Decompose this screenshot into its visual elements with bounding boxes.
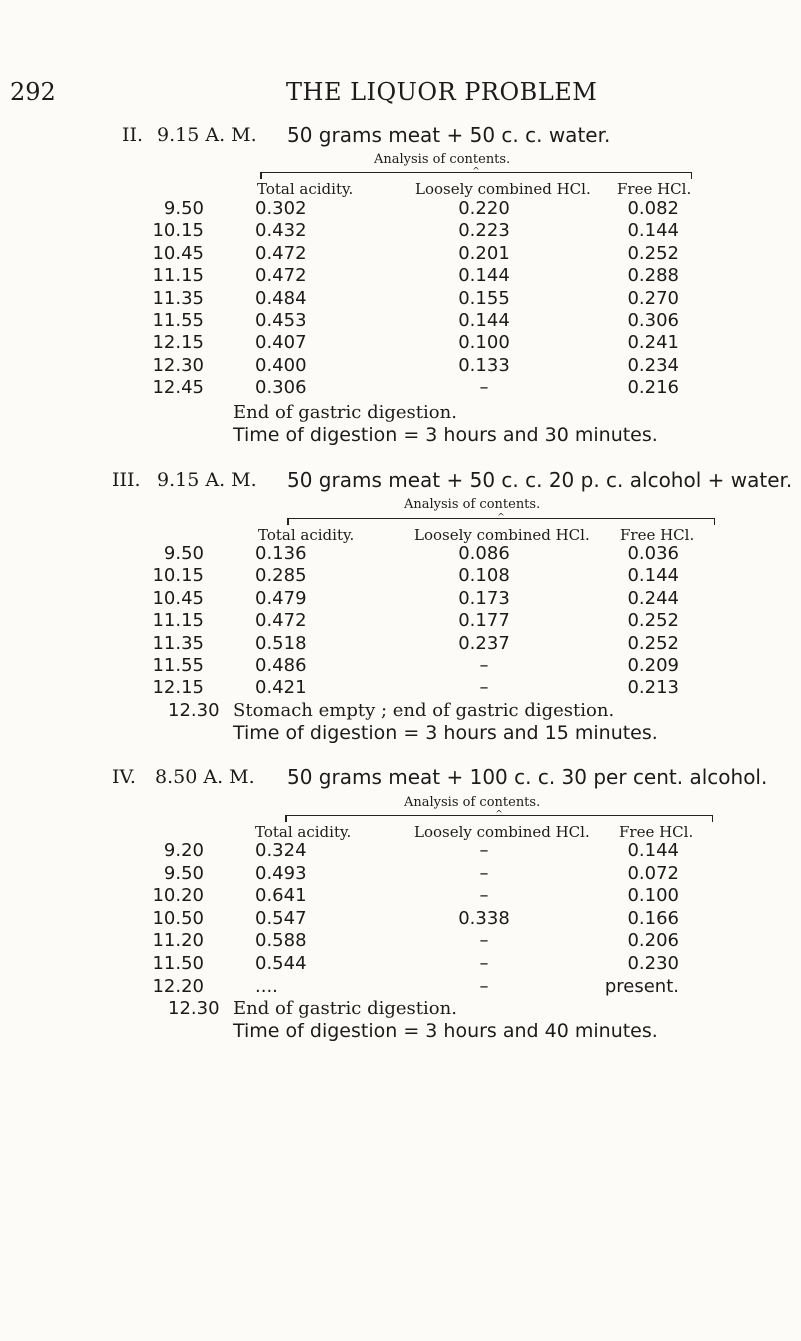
total-acidity-cell: 0.479	[255, 587, 307, 609]
free-hcl-cell: 0.252	[627, 610, 679, 632]
time-cell: 11.55	[152, 310, 204, 331]
total-acidity-cell: 0.493	[255, 862, 307, 884]
section-description: 50 grams meat + 100 c. c. 30 per cent. alcohol.	[287, 765, 768, 789]
free-hcl-cell: 0.206	[627, 930, 679, 952]
free-hcl-cell: 0.234	[627, 354, 679, 376]
free-hcl-cell: 0.213	[627, 677, 679, 699]
end-time: 12.30	[168, 998, 220, 1019]
free-hcl-cell: 0.306	[627, 310, 679, 331]
loosely-combined-cell: 0.201	[458, 242, 510, 264]
loosely-combined-cell: 0.108	[458, 565, 510, 587]
loosely-combined-cell: 0.177	[458, 610, 510, 632]
time-cell: 12.30	[152, 354, 204, 376]
total-acidity-cell: ....	[255, 975, 278, 997]
time-cell: 11.55	[152, 655, 204, 676]
free-hcl-cell: 0.252	[627, 632, 679, 654]
free-hcl-cell: 0.166	[627, 907, 679, 929]
analysis-label: Analysis of contents.	[404, 497, 541, 512]
free-hcl-cell: 0.288	[627, 265, 679, 287]
free-hcl-cell: 0.252	[627, 242, 679, 264]
time-note: Time of digestion = 3 hours and 40 minutes.	[233, 1020, 658, 1042]
total-acidity-cell: 0.421	[255, 677, 307, 699]
time-cell: 11.35	[152, 287, 204, 309]
analysis-label: Analysis of contents.	[404, 795, 541, 810]
time-cell: 10.15	[152, 220, 204, 242]
total-acidity-cell: 0.324	[255, 840, 307, 861]
time-cell: 10.45	[152, 242, 204, 264]
total-acidity-cell: 0.302	[255, 198, 307, 219]
free-hcl-cell: 0.216	[627, 377, 679, 399]
time-cell: 11.15	[152, 610, 204, 632]
section-start-time: 9.15 A. M.	[157, 124, 257, 146]
loosely-combined-cell: 0.338	[458, 907, 510, 929]
total-acidity-cell: 0.400	[255, 354, 307, 376]
total-acidity-cell: 0.472	[255, 265, 307, 287]
free-hcl-cell: 0.230	[627, 953, 679, 974]
column-header-total-acidity: Total acidity.	[258, 526, 355, 544]
total-acidity-cell: 0.453	[255, 310, 307, 331]
total-acidity-cell: 0.484	[255, 287, 307, 309]
section-start-time: 9.15 A. M.	[157, 469, 257, 491]
loosely-combined-cell: 0.144	[458, 265, 510, 287]
time-cell: 12.45	[152, 377, 204, 399]
loosely-combined-cell: –	[479, 953, 489, 974]
free-hcl-cell: 0.209	[627, 655, 679, 676]
time-cell: 9.20	[163, 840, 204, 861]
free-hcl-cell: 0.244	[627, 587, 679, 609]
loosely-combined-cell: –	[479, 677, 489, 699]
total-acidity-cell: 0.472	[255, 242, 307, 264]
total-acidity-cell: 0.472	[255, 610, 307, 632]
time-cell: 9.50	[163, 862, 204, 884]
total-acidity-cell: 0.306	[255, 377, 307, 399]
free-hcl-cell: 0.241	[627, 332, 679, 354]
time-cell: 11.35	[152, 632, 204, 654]
loosely-combined-cell: 0.173	[458, 587, 510, 609]
column-header-free-hcl: Free HCl.	[620, 526, 695, 544]
loosely-combined-cell: 0.100	[458, 332, 510, 354]
free-hcl-cell: 0.144	[627, 840, 679, 861]
free-hcl-cell: 0.082	[627, 198, 679, 219]
loosely-combined-cell: 0.086	[458, 543, 510, 564]
loosely-combined-cell: 0.144	[458, 310, 510, 331]
total-acidity-cell: 0.544	[255, 953, 307, 974]
total-acidity-cell: 0.518	[255, 632, 307, 654]
loosely-combined-cell: –	[479, 930, 489, 952]
time-cell: 9.50	[163, 198, 204, 219]
end-note: Stomach empty ; end of gastric digestion.	[233, 700, 615, 721]
column-header-loosely-combined: Loosely combined HCl.	[414, 823, 590, 841]
loosely-combined-cell: 0.133	[458, 354, 510, 376]
time-note: Time of digestion = 3 hours and 30 minutes.	[233, 424, 658, 446]
section-number: II.	[122, 124, 144, 146]
loosely-combined-cell: –	[479, 975, 489, 997]
time-cell: 11.50	[152, 953, 204, 974]
column-header-total-acidity: Total acidity.	[255, 823, 352, 841]
time-cell: 11.15	[152, 265, 204, 287]
total-acidity-cell: 0.588	[255, 930, 307, 952]
time-cell: 12.20	[152, 975, 204, 997]
section-number: III.	[112, 469, 141, 491]
analysis-brace: ^	[285, 815, 713, 822]
page-number: 292	[10, 78, 56, 106]
column-header-free-hcl: Free HCl.	[619, 823, 694, 841]
time-cell: 12.15	[152, 677, 204, 699]
time-cell: 10.50	[152, 907, 204, 929]
end-time: 12.30	[168, 700, 220, 721]
section-description: 50 grams meat + 50 c. c. 20 p. c. alcohol + water.	[287, 468, 793, 492]
free-hcl-cell: 0.270	[627, 287, 679, 309]
loosely-combined-cell: –	[479, 840, 489, 861]
running-head: THE LIQUOR PROBLEM	[286, 78, 598, 106]
loosely-combined-cell: 0.220	[458, 198, 510, 219]
free-hcl-cell: 0.100	[627, 885, 679, 907]
time-cell: 10.15	[152, 565, 204, 587]
time-cell: 12.15	[152, 332, 204, 354]
column-header-loosely-combined: Loosely combined HCl.	[414, 526, 590, 544]
free-hcl-cell: 0.144	[627, 220, 679, 242]
free-hcl-cell: 0.144	[627, 565, 679, 587]
analysis-label: Analysis of contents.	[374, 152, 511, 167]
column-header-free-hcl: Free HCl.	[617, 180, 692, 198]
analysis-brace: ^	[260, 172, 692, 179]
loosely-combined-cell: 0.223	[458, 220, 510, 242]
free-hcl-cell: 0.072	[627, 862, 679, 884]
end-note: End of gastric digestion.	[233, 998, 457, 1019]
total-acidity-cell: 0.486	[255, 655, 307, 676]
analysis-brace: ^	[287, 518, 715, 525]
total-acidity-cell: 0.407	[255, 332, 307, 354]
column-header-total-acidity: Total acidity.	[257, 180, 354, 198]
end-note: End of gastric digestion.	[233, 402, 457, 423]
total-acidity-cell: 0.136	[255, 543, 307, 564]
loosely-combined-cell: 0.155	[458, 287, 510, 309]
total-acidity-cell: 0.547	[255, 907, 307, 929]
section-number: IV.	[112, 766, 136, 788]
time-cell: 10.20	[152, 885, 204, 907]
loosely-combined-cell: 0.237	[458, 632, 510, 654]
section-description: 50 grams meat + 50 c. c. water.	[287, 123, 611, 147]
loosely-combined-cell: –	[479, 377, 489, 399]
total-acidity-cell: 0.285	[255, 565, 307, 587]
loosely-combined-cell: –	[479, 862, 489, 884]
time-cell: 10.45	[152, 587, 204, 609]
loosely-combined-cell: –	[479, 885, 489, 907]
loosely-combined-cell: –	[479, 655, 489, 676]
total-acidity-cell: 0.641	[255, 885, 307, 907]
section-start-time: 8.50 A. M.	[155, 766, 255, 788]
column-header-loosely-combined: Loosely combined HCl.	[415, 180, 591, 198]
free-hcl-cell: present.	[604, 975, 679, 997]
free-hcl-cell: 0.036	[627, 543, 679, 564]
time-note: Time of digestion = 3 hours and 15 minutes.	[233, 722, 658, 744]
total-acidity-cell: 0.432	[255, 220, 307, 242]
time-cell: 11.20	[152, 930, 204, 952]
time-cell: 9.50	[163, 543, 204, 564]
